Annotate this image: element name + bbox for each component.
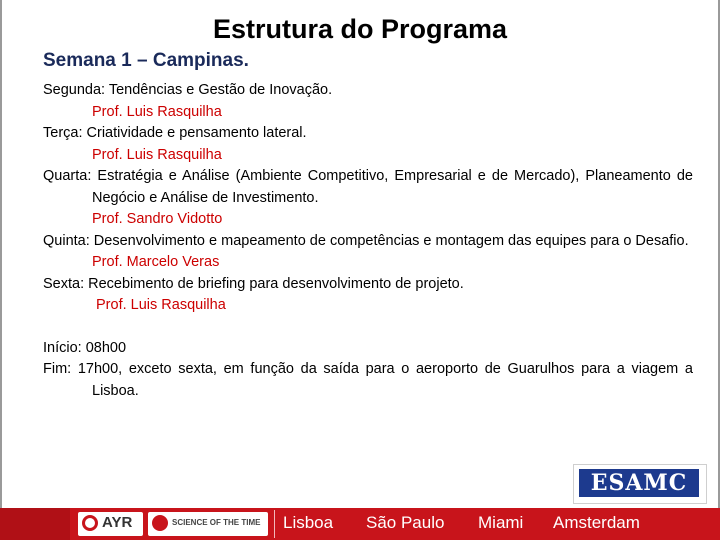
schedule-day-wednesday: Quarta: Estratégia e Análise (Ambiente Competitivo, Empresarial e de Mercado), Planeamento de Negócio e Análise de Investimento. bbox=[43, 168, 693, 206]
science-of-the-time-logo bbox=[148, 512, 268, 536]
footer-left-strip bbox=[0, 508, 70, 540]
ayr-logo-text: AYR bbox=[102, 514, 133, 531]
science-of-the-time-icon bbox=[152, 515, 168, 531]
schedule-day-friday: Sexta: Recebimento de briefing para desenvolvimento de projeto. bbox=[43, 275, 464, 292]
schedule-prof-wednesday: Prof. Sandro Vidotto bbox=[92, 211, 223, 227]
spacer bbox=[43, 317, 693, 338]
end-time: Fim: 17h00, exceto sexta, em função da saída para o aeroporto de Guarulhos para a viagem a Lisboa. bbox=[43, 361, 693, 399]
city-sao-paulo: São Paulo bbox=[366, 513, 445, 532]
esamc-logo bbox=[573, 464, 707, 504]
schedule-prof-thursday: Prof. Marcelo Veras bbox=[92, 254, 220, 270]
start-time: Início: 08h00 bbox=[43, 339, 127, 356]
page-title: Estrutura do Programa bbox=[212, 14, 508, 44]
schedule-day-thursday: Quinta: Desenvolvimento e mapeamento de competências e montagem das equipes para o Desafio. bbox=[43, 232, 689, 249]
schedule-prof-friday: Prof. Luis Rasquilha bbox=[96, 297, 226, 313]
schedule-prof-tuesday: Prof. Luis Rasquilha bbox=[92, 146, 222, 163]
city-amsterdam: Amsterdam bbox=[553, 513, 640, 532]
schedule-prof-monday: Prof. Luis Rasquilha bbox=[92, 103, 222, 120]
footer-divider bbox=[274, 510, 275, 538]
science-of-the-time-text: SCIENCE OF THE TIME bbox=[172, 518, 261, 527]
city-miami: Miami bbox=[478, 513, 524, 532]
city-lisboa: Lisboa bbox=[283, 513, 334, 532]
ayr-logo bbox=[78, 512, 143, 536]
esamc-logo-text: ESAMC bbox=[579, 469, 699, 497]
left-border bbox=[0, 0, 2, 510]
schedule-day-monday: Segunda: Tendências e Gestão de Inovação. bbox=[43, 82, 333, 98]
page-subtitle: Semana 1 – Campinas. bbox=[43, 50, 249, 71]
ayr-logo-icon bbox=[82, 515, 98, 531]
schedule-body bbox=[43, 80, 693, 402]
footer-bar bbox=[0, 508, 720, 540]
schedule-day-tuesday: Terça: Criatividade e pensamento lateral. bbox=[43, 125, 307, 141]
